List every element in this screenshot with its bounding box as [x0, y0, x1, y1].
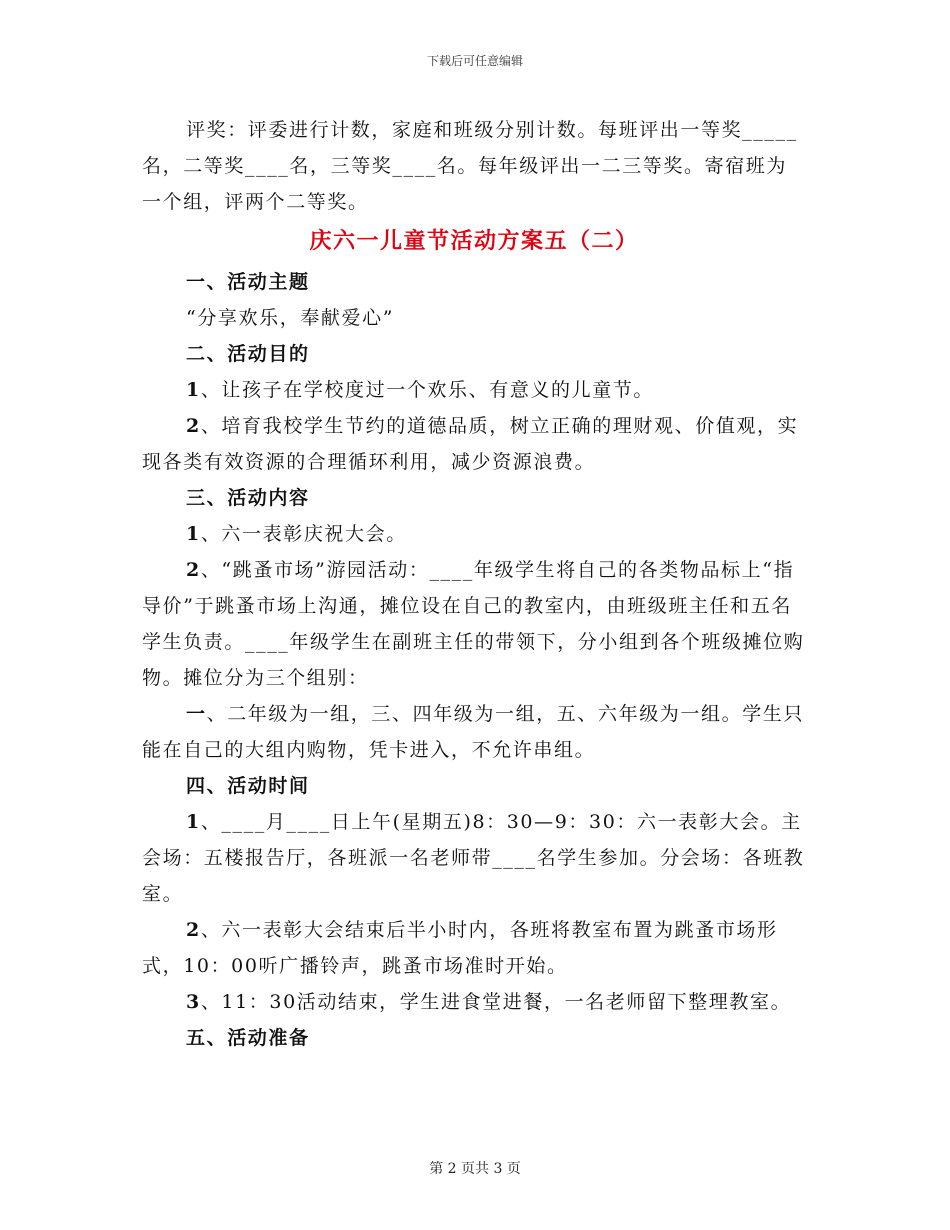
- award-paragraph: 评奖：评委进行计数，家庭和班级分别计数。每班评出一等奖_____名，二等奖____名，三等奖____名。每年级评出一二三等奖。寄宿班为一个组，评两个二等奖。: [142, 119, 798, 213]
- content-item-2: [142, 552, 806, 696]
- section-heading-theme: 一、活动主题: [186, 271, 310, 293]
- document-body: [142, 112, 806, 1056]
- section-heading-content: 三、活动内容: [186, 487, 310, 509]
- item-number: 2: [186, 559, 201, 581]
- purpose-item-2: [142, 408, 806, 480]
- item-text: 、“跳蚤市场”游园活动：____年级学生将自己的各类物品标上“指导价”于跳蚤市场上沟通，摊位设在自己的教室内，由班级班主任和五名学生负责。____年级学生在副班主任的带领下，分小组到各个班级摊位购物。摊位分为三个组别：: [142, 559, 805, 689]
- item-number: 1: [186, 811, 201, 833]
- item-text: 、培育我校学生节约的道德品质，树立正确的理财观、价值观，实现各类有效资源的合理循环利用，减少资源浪费。: [142, 415, 799, 473]
- section-heading-purpose: 二、活动目的: [186, 343, 310, 365]
- item-number: 1: [186, 523, 201, 545]
- time-item-1: [142, 804, 806, 912]
- item-number: 2: [186, 919, 201, 941]
- document-title: 庆六一儿童节活动方案五（二）: [309, 228, 639, 254]
- content-item-1: [142, 516, 806, 552]
- time-item-2: [142, 912, 806, 984]
- item-number: 1: [186, 379, 201, 401]
- purpose-item-1: [142, 372, 806, 408]
- item-text: 、二年级为一组，三、四年级为一组，五、六年级为一组。学生只能在自己的大组内购物，凭卡进入，不允许串组。: [142, 703, 805, 761]
- page-header: 下载后可任意编辑: [426, 54, 523, 68]
- page-footer: 第 2 页共 3 页: [429, 1161, 521, 1177]
- item-number: 一: [186, 703, 207, 725]
- content-item-3: [142, 696, 806, 768]
- item-number: 3: [186, 991, 201, 1013]
- section-heading-prep: 五、活动准备: [186, 1027, 310, 1049]
- item-text: 、让孩子在学校度过一个欢乐、有意义的儿童节。: [200, 379, 655, 401]
- time-item-3: [142, 984, 806, 1020]
- item-number: 2: [186, 415, 201, 437]
- item-text: 、11：30活动结束，学生进食堂进餐，一名老师留下整理教室。: [200, 991, 792, 1013]
- section-heading-time: 四、活动时间: [186, 775, 310, 797]
- item-text: 、六一表彰大会结束后半小时内，各班将教室布置为跳蚤市场形式，10：00听广播铃声，跳蚤市场准时开始。: [142, 919, 778, 977]
- item-text: 、六一表彰庆祝大会。: [200, 523, 407, 545]
- theme-text: “分享欢乐，奉献爱心”: [186, 307, 395, 329]
- item-text: 、____月____日上午(星期五)8：30—9：30：六一表彰大会。主会场：五楼报告厅，各班派一名老师带____名学生参加。分会场：各班教室。: [142, 811, 805, 905]
